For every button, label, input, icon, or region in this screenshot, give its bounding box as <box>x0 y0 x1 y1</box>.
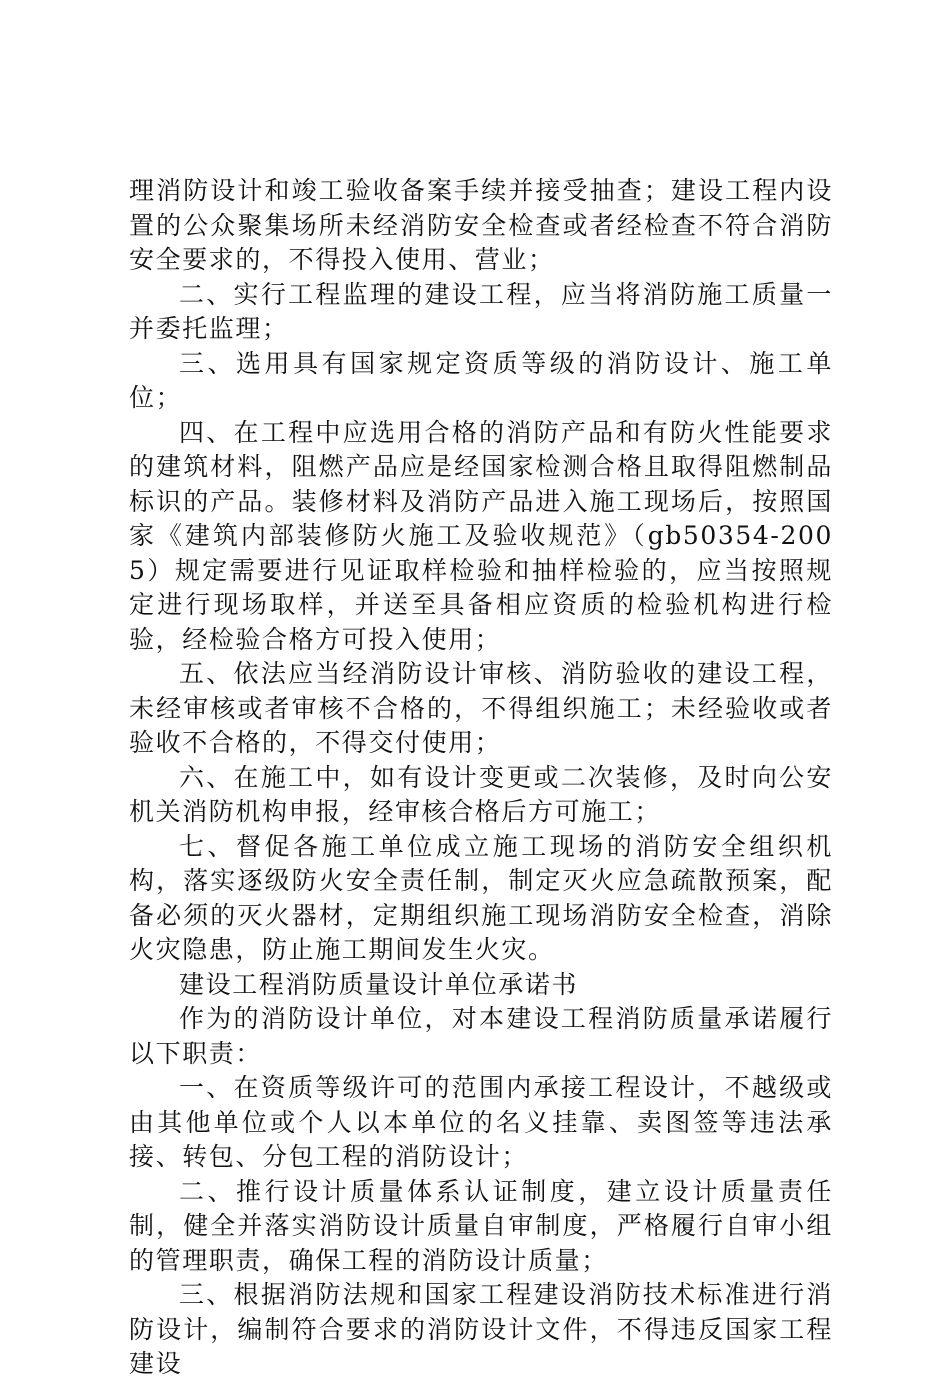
paragraph-item-2: 二、实行工程监理的建设工程，应当将消防施工质量一并委托监理； <box>129 279 833 343</box>
paragraph-duty-3: 三、根据消防法规和国家工程建设消防技术标准进行消防设计，编制符合要求的消防设计文件，不得违反国家工程建设 <box>129 1280 833 1378</box>
paragraph-intro: 作为的消防设计单位，对本建设工程消防质量承诺履行以下职责： <box>129 1004 833 1068</box>
paragraph-item-6: 六、在施工中，如有设计变更或二次装修，及时向公安机关消防机构申报，经审核合格后方可施工； <box>129 762 833 826</box>
paragraph-duty-1: 一、在资质等级许可的范围内承接工程设计，不越级或由其他单位或个人以本单位的名义挂靠、卖图签等违法承接、转包、分包工程的消防设计； <box>129 1073 833 1171</box>
section-heading: 建设工程消防质量设计单位承诺书 <box>179 969 579 999</box>
document-body <box>129 174 833 1382</box>
paragraph-item-7: 七、督促各施工单位成立施工现场的消防安全组织机构，落实逐级防火安全责任制，制定灭火应急疏散预案，配备必须的灭火器材，定期组织施工现场消防安全检查，消除火灾隐患，防止施工期间发生火灾。 <box>129 831 833 964</box>
paragraph-continuation: 理消防设计和竣工验收备案手续并接受抽查；建设工程内设置的公众聚集场所未经消防安全检查或者经检查不符合消防安全要求的，不得投入使用、营业； <box>129 176 833 274</box>
paragraph-item-5: 五、依法应当经消防设计审核、消防验收的建设工程，未经审核或者审核不合格的，不得组织施工；未经验收或者验收不合格的，不得交付使用； <box>129 659 833 757</box>
paragraph-item-3: 三、选用具有国家规定资质等级的消防设计、施工单位； <box>129 348 833 412</box>
paragraph-duty-2: 二、推行设计质量体系认证制度，建立设计质量责任制，健全并落实消防设计质量自审制度，严格履行自审小组的管理职责，确保工程的消防设计质量； <box>129 1176 833 1275</box>
paragraph-item-4: 四、在工程中应选用合格的消防产品和有防火性能要求的建筑材料，阻燃产品应是经国家检测合格且取得阻燃制品标识的产品。装修材料及消防产品进入施工现场后，按照国家《建筑内部装修防火施工及验收规范》（gb50354-2005）规定需要进行见证取样检验和抽样检验的，应当按照规定进行现场取样，并送至具备相应资质的检验机构进行检验，经检验合格方可投入使用； <box>129 417 833 654</box>
